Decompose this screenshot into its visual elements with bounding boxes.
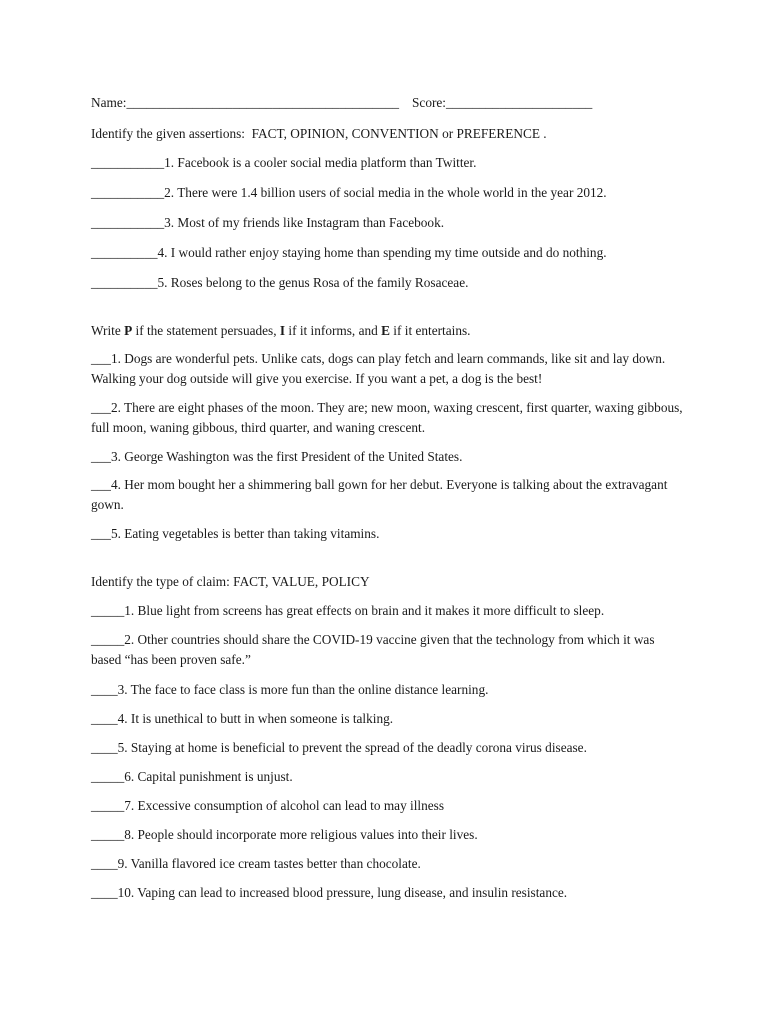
assertion-item-1: ___________1. Facebook is a cooler social media platform than Twitter. (91, 155, 477, 170)
claim-item-1: _____1. Blue light from screens has great effects on brain and it makes it more difficult to sleep. (91, 603, 605, 618)
assertion-item-4: __________4. I would rather enjoy staying home than spending my time outside and do nothing. (91, 245, 607, 260)
claim-item-4: ____4. It is unethical to butt in when someone is talking. (91, 711, 394, 726)
assertion-item-2: ___________2. There were 1.4 billion users of social media in the whole world in the year 2012. (91, 185, 607, 200)
section-claims-instruction: Identify the type of claim: FACT, VALUE, POLICY (91, 574, 370, 589)
claim-item-3: ____3. The face to face class is more fun than the online distance learning. (91, 682, 489, 697)
section-purpose-instruction: Write P if the statement persuades, I if it informs, and E if it entertains. (91, 323, 471, 338)
section-assertions (91, 124, 691, 292)
claim-item-9: ____9. Vanilla flavored ice cream tastes better than chocolate. (91, 856, 421, 871)
claim-item-8: _____8. People should incorporate more religious values into their lives. (91, 827, 478, 842)
entertain-letter: E (381, 323, 390, 338)
assertion-item-5: __________5. Roses belong to the genus Rosa of the family Rosaceae. (91, 275, 469, 290)
persuade-letter: P (124, 323, 133, 338)
assertion-item-3: ___________3. Most of my friends like Instagram than Facebook. (91, 215, 445, 230)
claim-item-2: _____2. Other countries should share the COVID-19 vaccine given that the technology from which it was based “has been proven safe.” (91, 632, 655, 667)
purpose-item-1: ___1. Dogs are wonderful pets. Unlike cats, dogs can play fetch and learn commands, like sit and lay down. Walking your dog outside will give you exercise. If you want a pet, a dog is the best! (91, 351, 666, 386)
worksheet-page (91, 93, 691, 912)
name-field[interactable]: Name:_________________________________________ (91, 95, 400, 110)
section-claims (91, 572, 691, 902)
section-assertions-instruction: Identify the given assertions: FACT, OPINION, CONVENTION or PREFERENCE . (91, 126, 547, 141)
claim-item-10: ____10. Vaping can lead to increased blood pressure, lung disease, and insulin resistance. (91, 885, 568, 900)
claim-item-6: _____6. Capital punishment is unjust. (91, 769, 293, 784)
claim-item-7: _____7. Excessive consumption of alcohol can lead to may illness (91, 798, 445, 813)
inform-letter: I (279, 323, 286, 338)
purpose-item-5: ___5. Eating vegetables is better than taking vitamins. (91, 526, 380, 541)
worksheet-header (91, 93, 691, 113)
purpose-item-2: ___2. There are eight phases of the moon. They are; new moon, waxing crescent, first quarter, waxing gibbous, full moon, waning gibbous, third quarter, and waning crescent. (91, 400, 683, 435)
purpose-item-4: ___4. Her mom bought her a shimmering ball gown for her debut. Everyone is talking about the extravagant gown. (91, 477, 668, 512)
claim-item-5: ____5. Staying at home is beneficial to prevent the spread of the deadly corona virus disease. (91, 740, 587, 755)
purpose-item-3: ___3. George Washington was the first President of the United States. (91, 449, 463, 464)
score-field[interactable]: Score:______________________ (412, 95, 593, 110)
section-purpose (91, 321, 691, 543)
